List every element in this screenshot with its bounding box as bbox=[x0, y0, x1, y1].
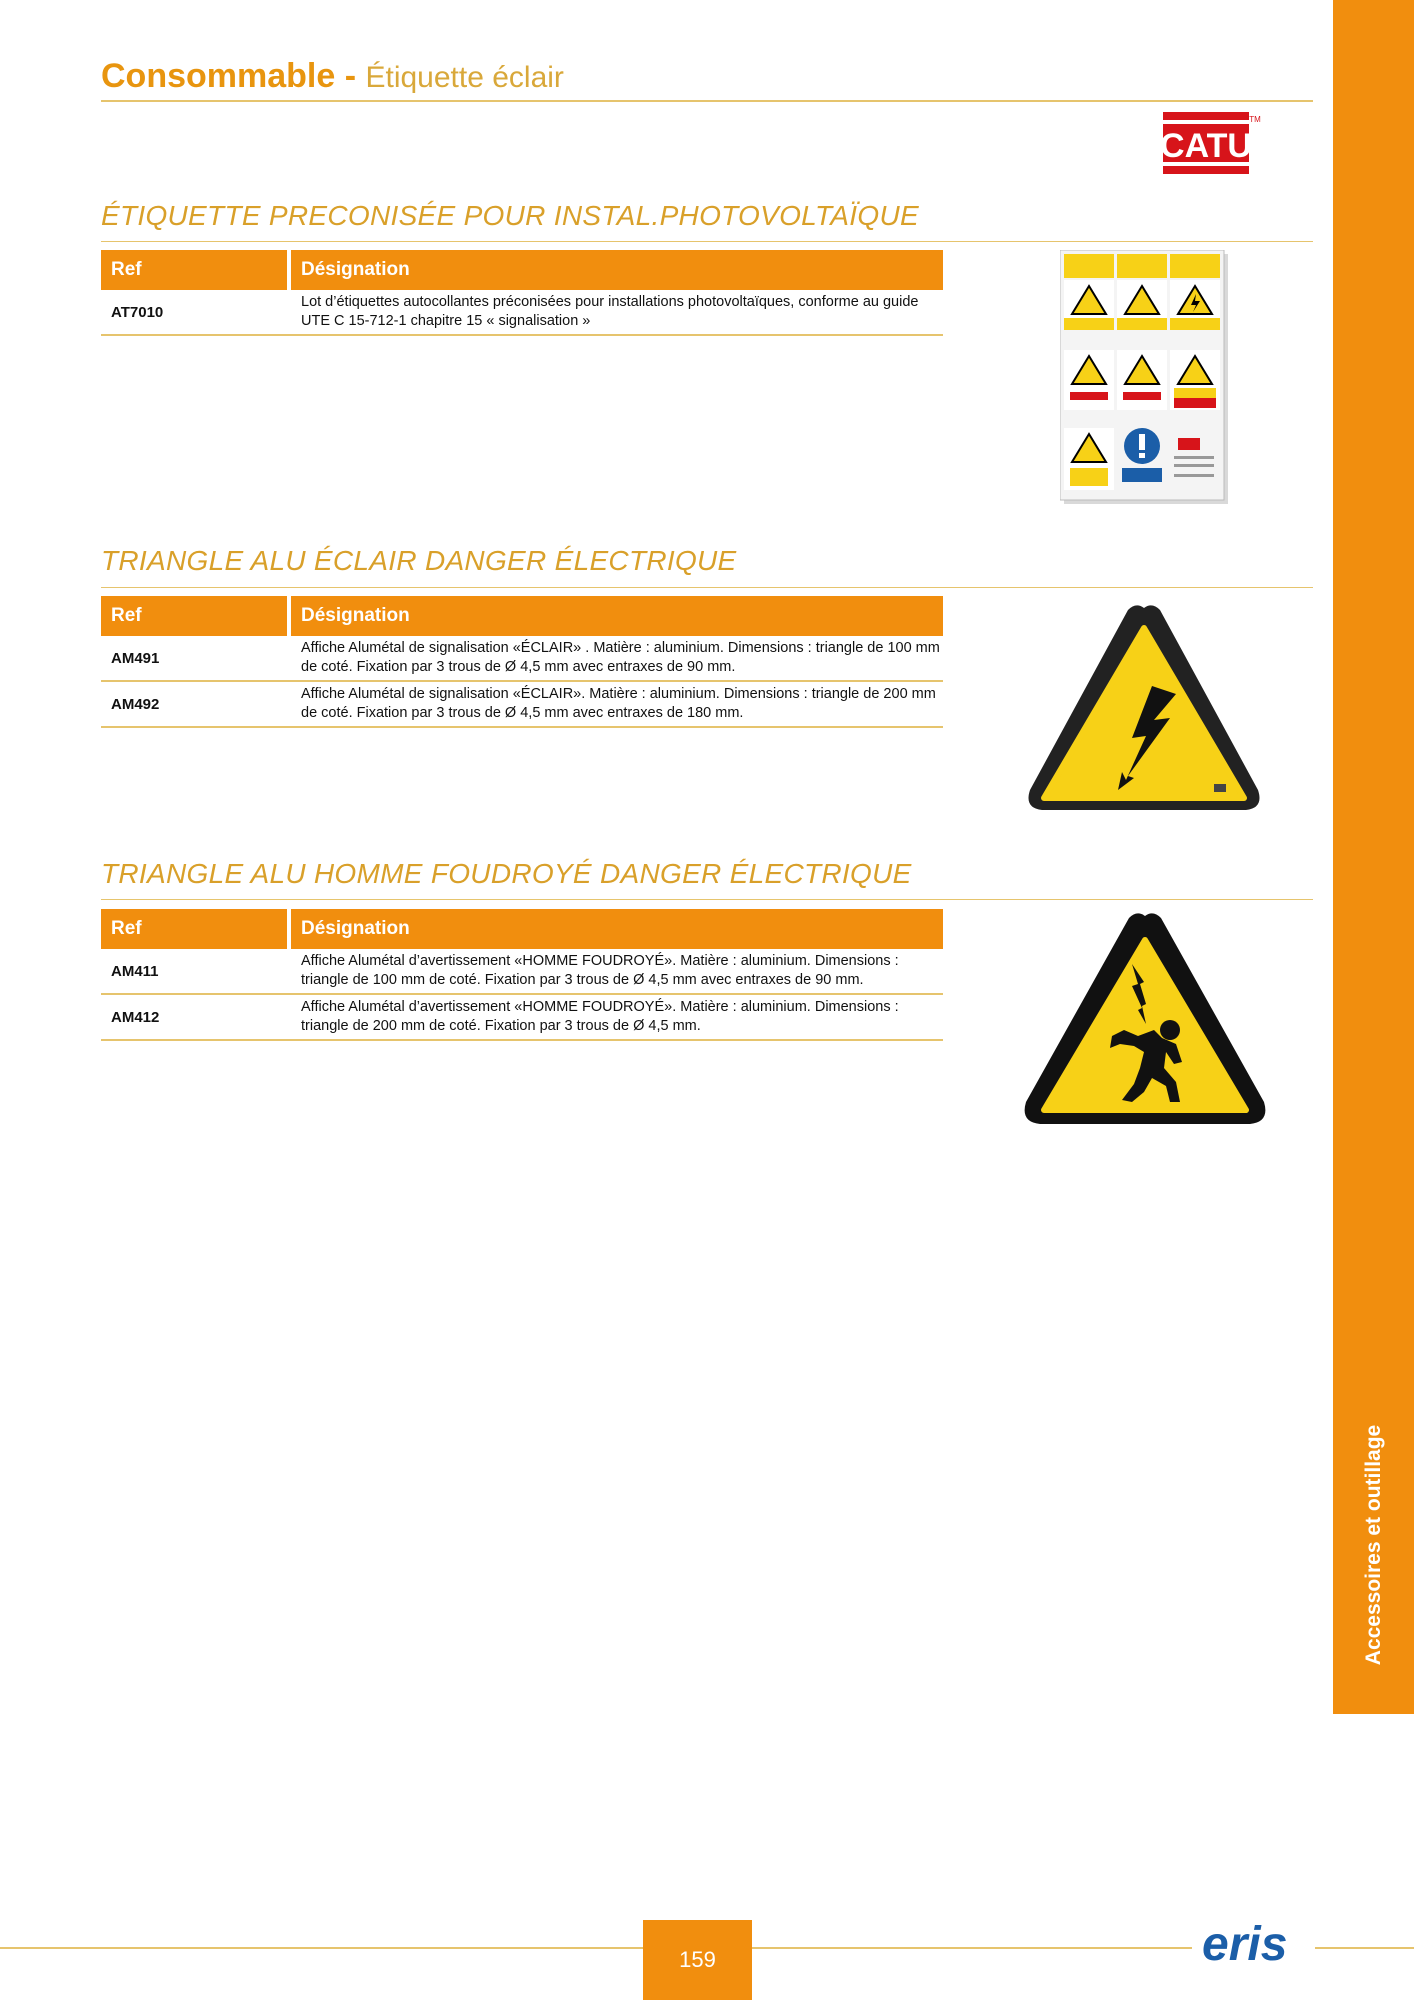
row-ref: AM491 bbox=[111, 649, 160, 667]
table-header bbox=[101, 250, 943, 290]
column-header-designation: Désignation bbox=[291, 596, 943, 636]
header-rule bbox=[101, 100, 1313, 102]
svg-text:TM: TM bbox=[1249, 115, 1261, 124]
eris-logo bbox=[1200, 1918, 1310, 1972]
column-header-ref: Ref bbox=[101, 596, 287, 636]
row-designation: Affiche Alumétal de signalisation «ÉCLAIR» . Matière : aluminium. Dimensions : triangle de 100 mm de coté. Fixation par 3 trous de Ø 4,5 mm avec entraxes de 90 mm. bbox=[301, 640, 940, 675]
svg-text:eris: eris bbox=[1202, 1918, 1288, 1971]
electrocuted-man-sign-image bbox=[1020, 912, 1270, 1130]
section-rule bbox=[101, 587, 1313, 588]
catu-logo bbox=[1163, 112, 1263, 178]
row-designation: Affiche Alumétal d’avertissement «HOMME FOUDROYÉ». Matière : aluminium. Dimensions : triangle de 200 mm de coté. Fixation par 3 trous de Ø 4,5 mm. bbox=[301, 999, 899, 1034]
column-header-ref: Ref bbox=[101, 909, 287, 949]
page-title-sub: Étiquette éclair bbox=[365, 61, 564, 94]
side-category-label: Accessoires et outillage bbox=[1361, 1424, 1385, 1666]
product-table-eclair bbox=[101, 596, 943, 728]
row-ref: AM412 bbox=[111, 1008, 160, 1026]
page-title-main: Consommable bbox=[101, 57, 336, 95]
row-ref: AM411 bbox=[111, 962, 159, 980]
footer-rule-right bbox=[752, 1947, 1192, 1949]
column-header-ref: Ref bbox=[101, 250, 287, 290]
column-header-designation: Désignation bbox=[291, 909, 943, 949]
table-row bbox=[101, 682, 943, 728]
row-ref: AT7010 bbox=[111, 303, 164, 321]
row-designation: Affiche Alumétal d’avertissement «HOMME FOUDROYÉ». Matière : aluminium. Dimensions : triangle de 100 mm de coté. Fixation par 3 trous de Ø 4,5 mm avec entraxes de 90 mm. bbox=[301, 953, 899, 988]
row-ref: AM492 bbox=[111, 695, 160, 713]
section-title-eclair: TRIANGLE ALU ÉCLAIR DANGER ÉLECTRIQUE bbox=[101, 545, 737, 576]
table-row bbox=[101, 290, 943, 336]
section-rule bbox=[101, 899, 1313, 900]
table-row bbox=[101, 995, 943, 1041]
table-row bbox=[101, 636, 943, 682]
row-designation: Affiche Alumétal de signalisation «ÉCLAIR». Matière : aluminium. Dimensions : triangle de 200 mm de coté. Fixation par 3 trous de Ø 4,5 mm avec entraxes de 180 mm. bbox=[301, 686, 936, 721]
section-title-photovoltaique: ÉTIQUETTE PRECONISÉE POUR INSTAL.PHOTOVOLTAÏQUE bbox=[101, 200, 919, 231]
page-title-separator: - bbox=[335, 57, 366, 95]
column-header-designation: Désignation bbox=[291, 250, 943, 290]
footer-rule-far-right bbox=[1315, 1947, 1414, 1949]
row-designation: Lot d’étiquettes autocollantes préconisées pour installations photovoltaïques, conforme au guide UTE C 15-712-1 chapitre 15 « signalisation » bbox=[301, 294, 919, 329]
lightning-sign-image bbox=[1024, 602, 1264, 816]
table-header bbox=[101, 909, 943, 949]
sticker-sheet-image bbox=[1060, 250, 1232, 510]
section-rule bbox=[101, 241, 1313, 242]
product-table-photovoltaique bbox=[101, 250, 943, 336]
page-title bbox=[101, 52, 564, 102]
product-table-homme-foudroye bbox=[101, 909, 943, 1041]
footer-rule-left bbox=[0, 1947, 643, 1949]
svg-text:CATU: CATU bbox=[1163, 127, 1252, 165]
page-number: 159 bbox=[643, 1920, 752, 2000]
table-header bbox=[101, 596, 943, 636]
table-row bbox=[101, 949, 943, 995]
section-title-homme-foudroye: TRIANGLE ALU HOMME FOUDROYÉ DANGER ÉLECTRIQUE bbox=[101, 858, 912, 889]
